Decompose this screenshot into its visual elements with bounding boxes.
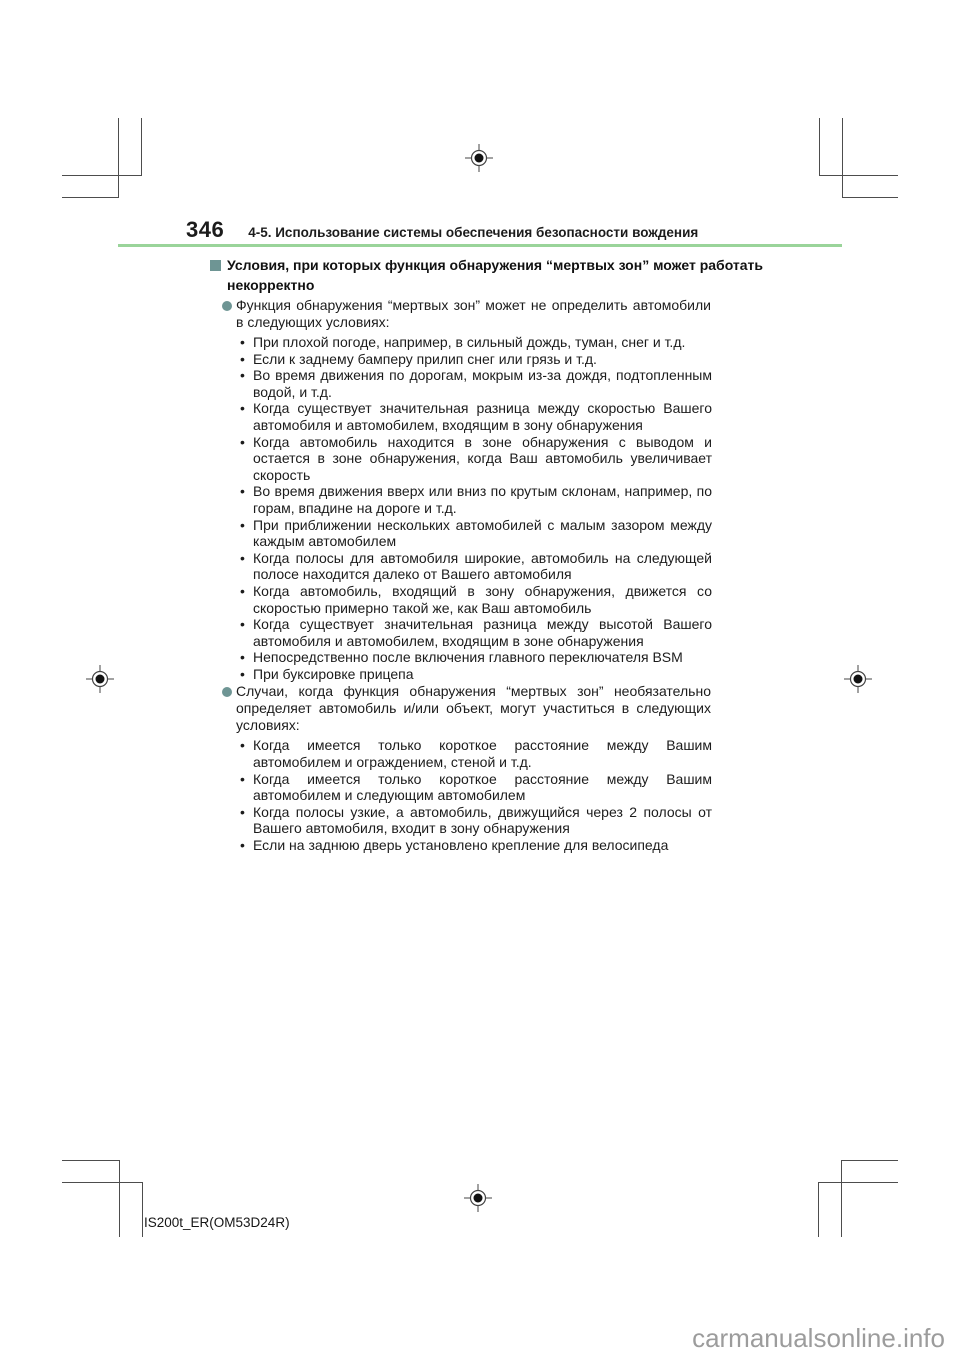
bullet-lead-text: Функция обнаружения “мертвых зон” может не определить автомобили в следующих условиях: [236, 297, 711, 330]
header-title: 4-5. Использование системы обеспечения безопасности вождения [248, 225, 699, 240]
list-item: • Когда автомобиль, входящий в зону обнаружения, движется со скоростью примерно такой же, как Ваш автомобиль [240, 583, 712, 616]
watermark: carmanualsonline.info [692, 1323, 945, 1353]
crop-mark [842, 197, 898, 198]
crop-mark [841, 1160, 898, 1161]
crop-mark [62, 197, 118, 198]
list-item: • При приближении нескольких автомобилей с малым зазором между каждым автомобилем [240, 517, 712, 550]
bullet-block [222, 683, 711, 853]
list-item: • Когда полосы узкие, а автомобиль, движущийся через 2 полосы от Вашего автомобиля, входит в зону обнаружения [240, 804, 712, 837]
crop-mark [118, 118, 119, 198]
list-item: • Когда автомобиль находится в зоне обнаружения с выводом и остается в зоне обнаружения, когда Ваш автомобиль увеличивает скорость [240, 434, 712, 484]
bullet-lead [222, 297, 711, 331]
list-item: • Когда имеется только короткое расстояние между Вашим автомобилем и следующим автомобилем [240, 771, 712, 804]
page-number: 346 [186, 217, 225, 242]
registration-mark-icon [465, 144, 493, 172]
list-item: • Когда имеется только короткое расстояние между Вашим автомобилем и ограждением, стеной и т.д. [240, 737, 712, 770]
list-item: • При буксировке прицепа [240, 666, 712, 683]
header-rule [118, 244, 842, 247]
list-item: • Непосредственно после включения главного переключателя BSM [240, 649, 712, 666]
registration-mark-icon [844, 665, 872, 693]
list-item: • Когда существует значительная разница между скоростью Вашего автомобиля и автомобилем, входящим в зону обнаружения [240, 400, 712, 433]
condition-list [240, 334, 712, 682]
crop-mark [119, 1160, 120, 1237]
registration-mark-icon [86, 665, 114, 693]
crop-mark [841, 1160, 842, 1237]
list-item: • Когда полосы для автомобиля широкие, автомобиль на следующей полосе находится далеко от Вашего автомобиля [240, 550, 712, 583]
crop-mark [842, 118, 843, 198]
crop-mark [62, 1160, 119, 1161]
crop-mark [62, 175, 141, 176]
section-heading-text: Условия, при которых функция обнаружения “мертвых зон” может работать некорректно [227, 257, 764, 293]
footer-document-code: IS200t_ER(OM53D24R) [144, 1215, 290, 1230]
list-item: • Когда существует значительная разница между высотой Вашего автомобиля и автомобилем, входящим в зоне обнаружения [240, 616, 712, 649]
section-square-icon [210, 260, 221, 271]
list-item: • Во время движения вверх или вниз по крутым склонам, например, по горам, впадине на дороге и т.д. [240, 483, 712, 516]
crop-mark [819, 175, 898, 176]
bullet-block [222, 297, 711, 682]
list-item: • Если к заднему бамперу прилип снег или грязь и т.д. [240, 351, 712, 368]
bullet-lead-text: Случаи, когда функция обнаружения “мертвых зон” необязательно определяет автомобиль и/или объект, могут участиться в следующих условиях: [236, 683, 711, 734]
list-item: • Во время движения по дорогам, мокрым из-за дождя, подтопленным водой, и т.д. [240, 367, 712, 400]
circle-bullet-icon [222, 301, 232, 311]
registration-mark-icon [464, 1184, 492, 1212]
circle-bullet-icon [222, 687, 232, 697]
crop-mark [142, 1182, 143, 1237]
page-content [210, 255, 770, 854]
crop-mark [818, 1182, 898, 1183]
page-header [186, 217, 698, 243]
condition-list [240, 737, 712, 853]
bullet-lead [222, 683, 711, 734]
list-item: • Если на заднюю дверь установлено крепление для велосипеда [240, 837, 712, 854]
crop-mark [62, 1182, 142, 1183]
list-item: • При плохой погоде, например, в сильный дождь, туман, снег и т.д. [240, 334, 712, 351]
crop-mark [819, 118, 820, 176]
section-heading [210, 255, 770, 295]
crop-mark [818, 1182, 819, 1237]
crop-mark [141, 118, 142, 176]
